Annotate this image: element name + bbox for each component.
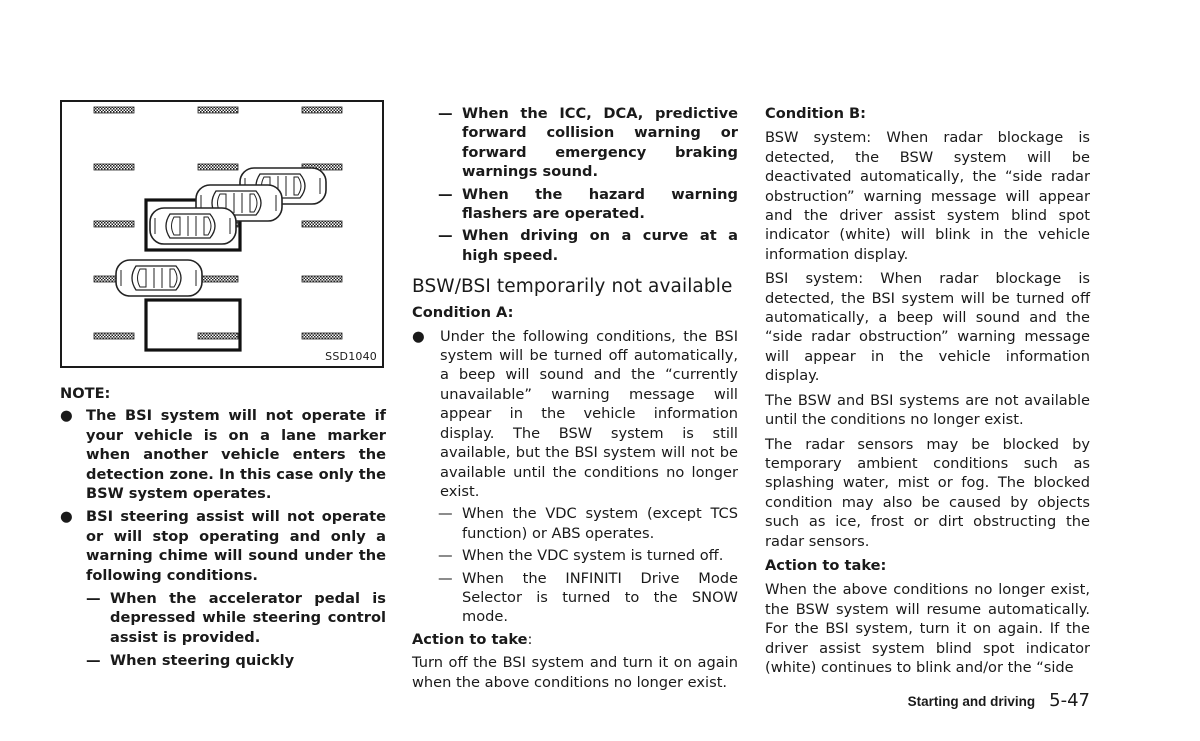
- illustration-figure: [60, 100, 384, 368]
- page-number: 5-47: [1049, 690, 1090, 711]
- bullet-icon: ●: [60, 407, 73, 425]
- note-bullet-1: ● The BSI system will not operate if your vehicle is on a lane marker when another vehicle enters the detection zone. In this case only the BSW system operates.: [60, 407, 386, 503]
- condition-a-sub-3: — When the INFINITI Drive Mode Selector is turned to the SNOW mode.: [438, 569, 738, 626]
- note-heading: NOTE:: [60, 385, 111, 402]
- host-vehicle: [116, 260, 202, 296]
- bsw-paragraph: BSW system: When radar blockage is detected, the BSW system will be deactivated automatically, the “side radar obstruction” warning message will appear and the driver assist system blind spot indicator (white) will blink in the vehicle information display.: [765, 129, 1090, 263]
- lane-diagram: [62, 102, 382, 366]
- footer-section-title: Starting and driving: [907, 694, 1036, 709]
- section-title: BSW/BSI temporarily not available: [412, 276, 733, 298]
- figure-caption: SSD1040: [325, 350, 377, 363]
- action-heading-b: Action to take:: [765, 556, 887, 574]
- action-text: Turn off the BSI system and turn it on again when the above conditions no longer exist.: [412, 654, 738, 691]
- note-bullet-2: ● BSI steering assist will not operate or will stop operating and only a warning chime will sound under the following conditions.: [60, 508, 386, 584]
- column-2: [412, 104, 738, 692]
- car-trail: [150, 168, 326, 244]
- availability-paragraph: The BSW and BSI systems are not available until the conditions no longer exist.: [765, 391, 1090, 429]
- bsi-paragraph: BSI system: When radar blockage is detected, the BSI system will be turned off automatically, a beep will sound and the “side radar obstruction” warning message will appear in the vehicle information display.: [765, 270, 1090, 385]
- dash-item-2: — When the hazard warning flashers are operated.: [438, 185, 738, 223]
- column-3: [765, 104, 1090, 682]
- action-heading: Action to take:: [412, 630, 533, 648]
- column-1: [60, 384, 386, 675]
- condition-a-sub-2: — When the VDC system is turned off.: [438, 547, 724, 565]
- condition-a-sub-1: — When the VDC system (except TCS function) or ABS operates.: [438, 505, 738, 542]
- bullet-icon: ●: [412, 327, 425, 345]
- dash-item-1: — When the ICC, DCA, predictive forward collision warning or forward emergency braking warnings sound.: [438, 105, 738, 181]
- note-dash-2: — When steering quickly: [86, 652, 295, 670]
- resume-paragraph: When the above conditions no longer exist, the BSW system will resume automatically. For the BSI system, turn it on again. If the driver assist system blind spot indicator (white) continues to blink and/or the “side: [765, 581, 1090, 676]
- bullet-icon: ●: [60, 508, 73, 526]
- dash-item-3: — When driving on a curve at a high speed.: [438, 227, 738, 264]
- radar-blockage-paragraph: The radar sensors may be blocked by temporary ambient conditions such as splashing water, mist or fog. The blocked condition may also be caused by objects such as ice, frost or dirt obstructing the radar sensors.: [765, 435, 1090, 550]
- detection-zone-lower: [146, 300, 240, 350]
- condition-a-heading: Condition A:: [412, 304, 514, 322]
- condition-b-heading: Condition B:: [765, 105, 867, 122]
- condition-a-bullet: ● Under the following conditions, the BSI system will be turned off automatically, a beep will sound and the “currently unavailable” warning message will appear in the vehicle information display. The BSW system is still available, but the BSI system will not be available until the conditions no longer exist.: [412, 327, 738, 500]
- note-dash-1: — When the accelerator pedal is depressed while steering control assist is provided.: [86, 590, 386, 646]
- page-footer: [908, 690, 1090, 711]
